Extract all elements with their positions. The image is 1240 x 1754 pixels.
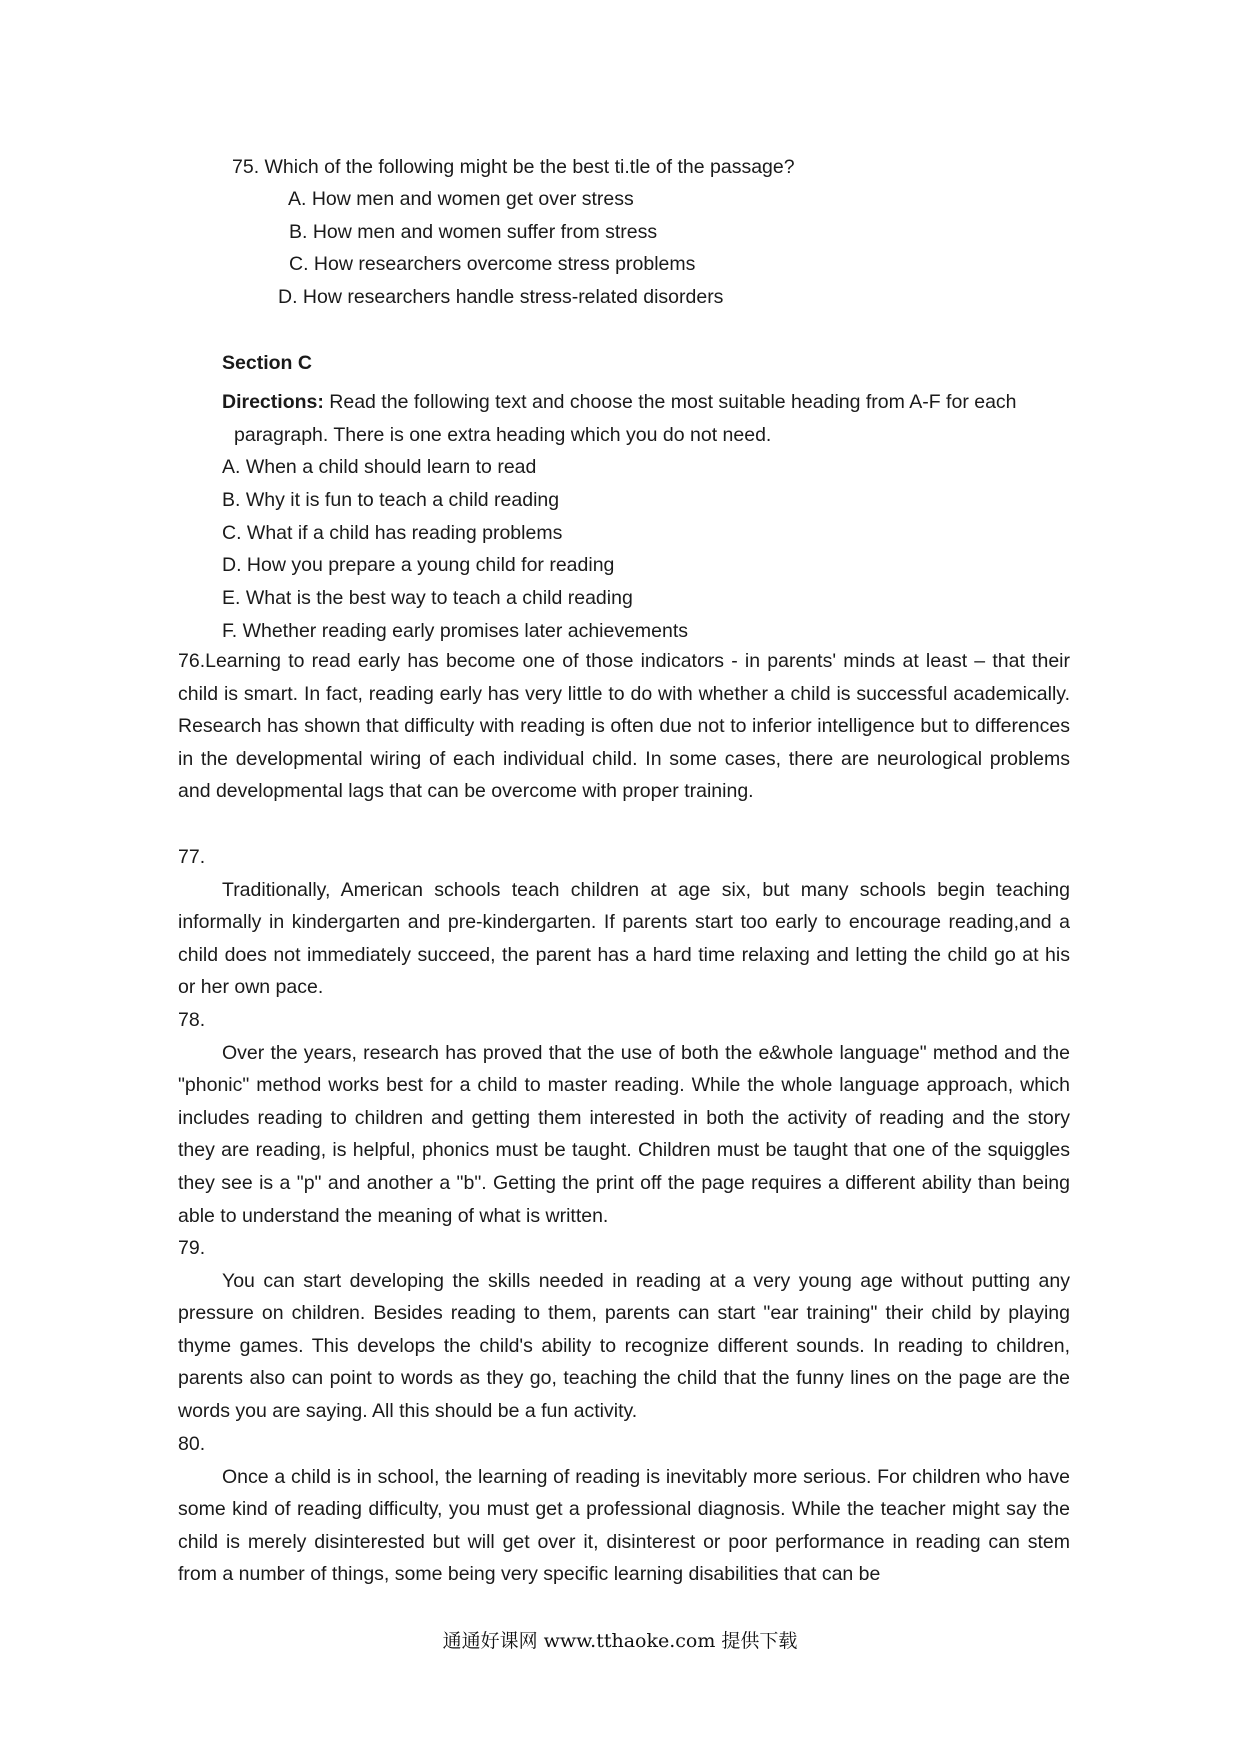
paragraph-78	[178, 1004, 1070, 1232]
heading-option-d: D. How you prepare a young child for reading	[222, 554, 615, 577]
question-75-option-c: C. How researchers overcome stress problems	[289, 253, 696, 275]
heading-option-c: C. What if a child has reading problems	[222, 521, 563, 544]
paragraph-77	[178, 841, 1070, 1004]
paragraph-79-number: 79.	[178, 1237, 206, 1259]
paragraph-78-number: 78.	[178, 1009, 206, 1031]
question-75-option-b: B. How men and women suffer from stress	[289, 221, 658, 243]
question-75-option-d: D. How researchers handle stress-related disorders	[278, 286, 724, 308]
section-c-directions	[222, 386, 1042, 452]
question-75-option-a: A. How men and women get over stress	[288, 188, 634, 210]
paragraph-77-number: 77.	[178, 846, 206, 868]
paragraph-79	[178, 1232, 1070, 1428]
heading-option-b: B. Why it is fun to teach a child reading	[222, 488, 560, 511]
heading-option-e: E. What is the best way to teach a child reading	[222, 587, 633, 610]
directions-label: Directions:	[222, 391, 324, 413]
heading-option-f: F. Whether reading early promises later achievements	[222, 619, 689, 642]
paragraph-80-text: Once a child is in school, the learning of reading is inevitably more serious. For children who have some kind of reading difficulty, you must get a professional diagnosis. While the teacher might say the child is merely disinterested but will get over it, disinterest or poor performance in reading can stem from a number of things, some being very specific learning disabilities that can be	[178, 1465, 1070, 1586]
paragraph-79-text: You can start developing the skills needed in reading at a very young age without putting any pressure on children. Besides reading to them, parents can start "ear training" their child by playing thyme games. This develops the child's ability to recognize different sounds. In reading to children, parents also can point to words as they go, teaching the child that the funny lines on the page are the words you are saying. All this should be a fun activity.	[178, 1269, 1070, 1422]
question-75-stem: 75. Which of the following might be the best ti.tle of the passage?	[232, 156, 795, 178]
directions-text: Read the following text and choose the most suitable heading from A-F for each	[323, 391, 1017, 413]
paragraph-80	[178, 1428, 1070, 1591]
directions-continuation: paragraph. There is one extra heading which you do not need.	[234, 424, 772, 446]
paragraph-76-text: 76.Learning to read early has become one of those indicators - in parents' minds at least – that their child is smart. In fact, reading early has very little to do with whether a child is successful academically. Research has shown that difficulty with reading is often due not to inferior intelligence but to differences in the developmental wiring of each individual child. In some cases, there are neurological problems and developmental lags that can be overcome with proper training.	[178, 650, 1070, 803]
paragraph-77-text: Traditionally, American schools teach children at age six, but many schools begin teaching informally in kindergarten and pre-kindergarten. If parents start too early to encourage reading,and a child does not immediately succeed, the parent has a hard time relaxing and letting the child go at his or her own pace.	[178, 878, 1070, 999]
page-footer-watermark: 通通好课网 www.tthaoke.com 提供下载	[442, 1630, 798, 1652]
section-c-title: Section C	[222, 352, 312, 374]
heading-options-list	[222, 451, 688, 648]
paragraph-78-text: Over the years, research has proved that the use of both the e&whole language" method and the "phonic" method works best for a child to master reading. While the whole language approach, which includes reading to children and getting them interested in both the activity of reading and the story they are reading, is helpful, phonics must be taught. Children must be taught that one of the squiggles they see is a "p" and another a "b". Getting the print off the page requires a different ability than being able to understand the meaning of what is written.	[178, 1041, 1070, 1227]
paragraph-80-number: 80.	[178, 1433, 206, 1455]
paragraph-76	[178, 645, 1070, 808]
heading-option-a: A. When a child should learn to read	[222, 456, 537, 478]
